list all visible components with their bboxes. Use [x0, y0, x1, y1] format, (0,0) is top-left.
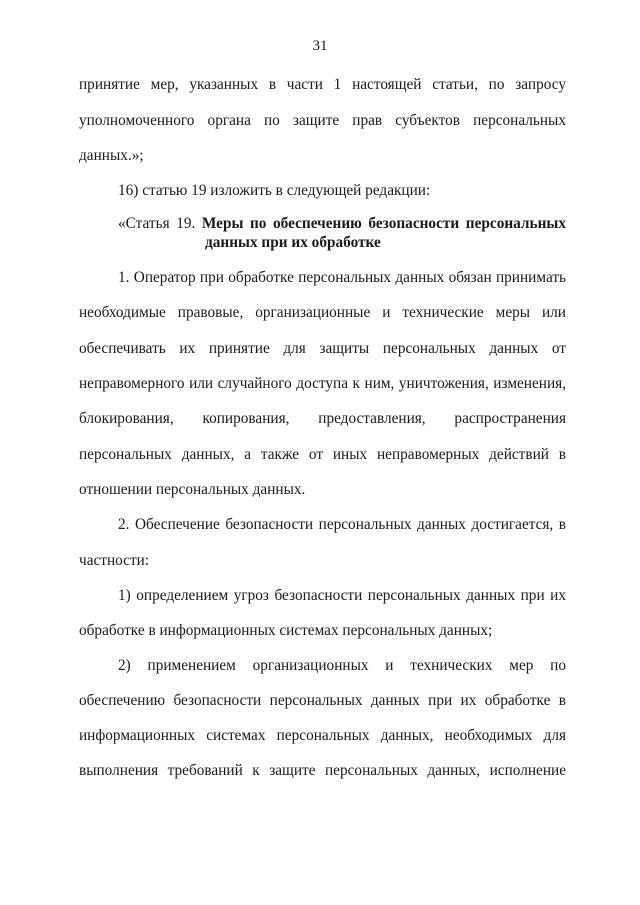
text-line: неправомерного или случайного доступа к ним, уничтожения, изменения,: [79, 375, 566, 392]
text-line: 1. Оператор при обработке персональных данных обязан принимать: [118, 269, 566, 286]
text-line: 2) применением организационных и технических мер по: [118, 657, 566, 674]
text-line: отношении персональных данных.: [79, 481, 306, 498]
text-line: 16) статью 19 изложить в следующей редакции:: [118, 182, 431, 199]
text-line: 2. Обеспечение безопасности персональных данных достигается, в: [118, 516, 566, 533]
text-line: уполномоченного органа по защите прав субъектов персональных: [79, 112, 566, 129]
text-line: персональных данных, а также от иных неправомерных действий в: [79, 446, 566, 463]
page-number: 31: [312, 38, 328, 54]
article-title-heading-cont: данных при их обработке: [205, 234, 381, 251]
text-line: обеспечению безопасности персональных данных при их обработке в: [79, 692, 566, 709]
text-line: данных.»;: [79, 147, 144, 164]
text-line: необходимые правовые, организационные и технические меры или: [79, 304, 566, 321]
text-line: обеспечивать их принятие для защиты персональных данных от: [79, 340, 566, 357]
text-line: частности:: [79, 552, 150, 569]
article-title-heading: Меры по обеспечению безопасности персональных: [201, 215, 567, 232]
text-line: выполнения требований к защите персональных данных, исполнение: [79, 762, 566, 779]
text-line: обработке в информационных системах персональных данных;: [79, 622, 493, 639]
article-title: [118, 215, 566, 233]
article-title-prefix: «Статья 19.: [118, 215, 196, 232]
text-line: информационных системах персональных данных, необходимых для: [79, 727, 566, 744]
text-line: блокирования, копирования, предоставления, распространения: [79, 410, 566, 427]
text-line: принятие мер, указанных в части 1 настоящей статьи, по запросу: [79, 76, 566, 93]
text-line: 1) определением угроз безопасности персональных данных при их: [118, 587, 566, 604]
